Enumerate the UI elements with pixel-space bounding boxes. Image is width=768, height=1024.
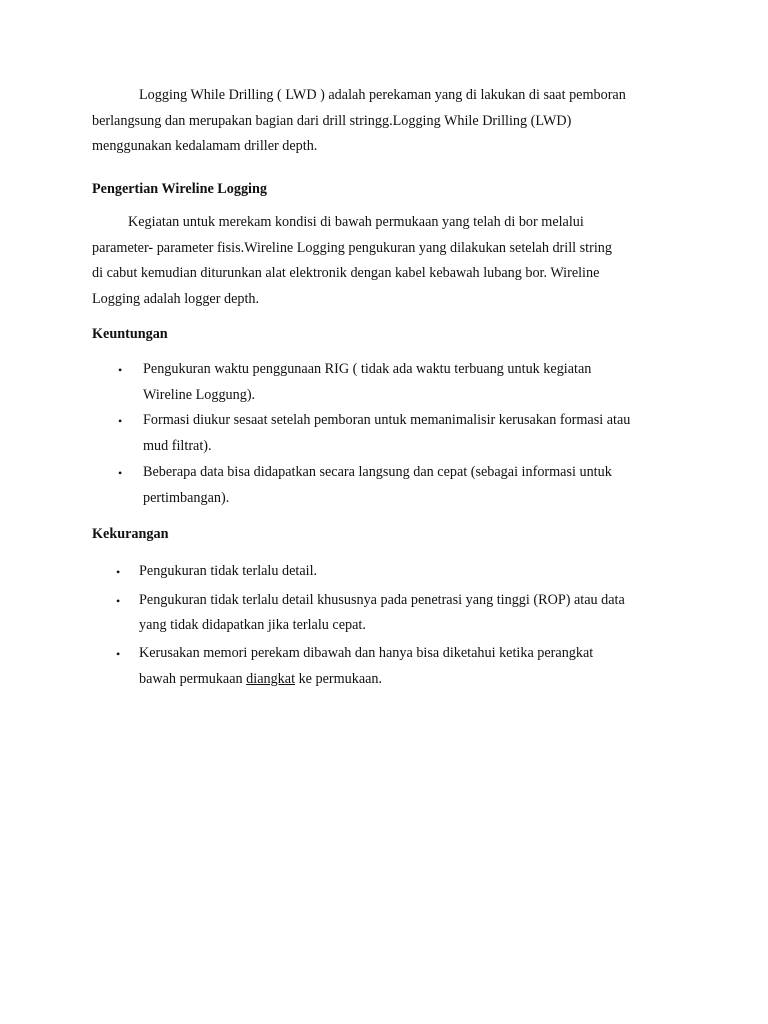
intro-line-1: Logging While Drilling ( LWD ) adalah perekaman yang di lakukan di saat pemboran	[139, 87, 626, 103]
disadvantage-item-3-text-after: ke permukaan.	[295, 671, 383, 687]
bullet-icon: •	[116, 594, 121, 608]
advantage-item-3-line-1: Beberapa data bisa didapatkan secara langsung dan cepat (sebagai informasi untuk	[143, 464, 612, 480]
bullet-icon: •	[116, 647, 121, 661]
advantage-item-2-line-2: mud filtrat).	[143, 438, 212, 454]
advantage-item-1-line-2: Wireline Loggung).	[143, 387, 256, 403]
intro-line-3: menggunakan kedalamam driller depth.	[92, 138, 318, 154]
bullet-icon: •	[116, 565, 121, 579]
wireline-line-2: parameter- parameter fisis.Wireline Logging pengukuran yang dilakukan setelah drill string	[92, 240, 612, 256]
advantage-item-1-line-1: Pengukuran waktu penggunaan RIG ( tidak ada waktu terbuang untuk kegiatan	[143, 361, 592, 377]
wireline-line-1: Kegiatan untuk merekam kondisi di bawah permukaan yang telah di bor melalui	[128, 214, 584, 230]
disadvantage-item-2-line-2: yang tidak didapatkan jika terlalu cepat.	[139, 617, 366, 633]
advantage-item-2-line-1: Formasi diukur sesaat setelah pemboran untuk memanimalisir kerusakan formasi atau	[143, 412, 631, 428]
bullet-icon: •	[118, 363, 123, 377]
underlined-word: diangkat	[246, 671, 296, 687]
disadvantage-item-3-line-2	[139, 670, 382, 688]
disadvantage-item-3-line-1: Kerusakan memori perekam dibawah dan hanya bisa diketahui ketika perangkat	[139, 645, 594, 661]
wireline-heading: Pengertian Wireline Logging	[92, 181, 267, 197]
wireline-line-4: Logging adalah logger depth.	[92, 291, 260, 307]
disadvantage-item-3-text-before: bawah permukaan	[139, 671, 247, 687]
bullet-icon: •	[118, 466, 123, 480]
wireline-line-3: di cabut kemudian diturunkan alat elektronik dengan kabel kebawah lubang bor. Wireline	[92, 265, 600, 281]
disadvantage-item-2-line-1: Pengukuran tidak terlalu detail khususnya pada penetrasi yang tinggi (ROP) atau data	[139, 592, 625, 608]
disadvantage-item-1-line-1: Pengukuran tidak terlalu detail.	[139, 563, 318, 579]
advantage-item-3-line-2: pertimbangan).	[143, 490, 230, 506]
bullet-icon: •	[118, 414, 123, 428]
advantages-heading: Keuntungan	[92, 326, 168, 342]
disadvantages-heading: Kekurangan	[92, 526, 169, 542]
intro-line-2: berlangsung dan merupakan bagian dari drill stringg.Logging While Drilling (LWD)	[92, 113, 572, 129]
